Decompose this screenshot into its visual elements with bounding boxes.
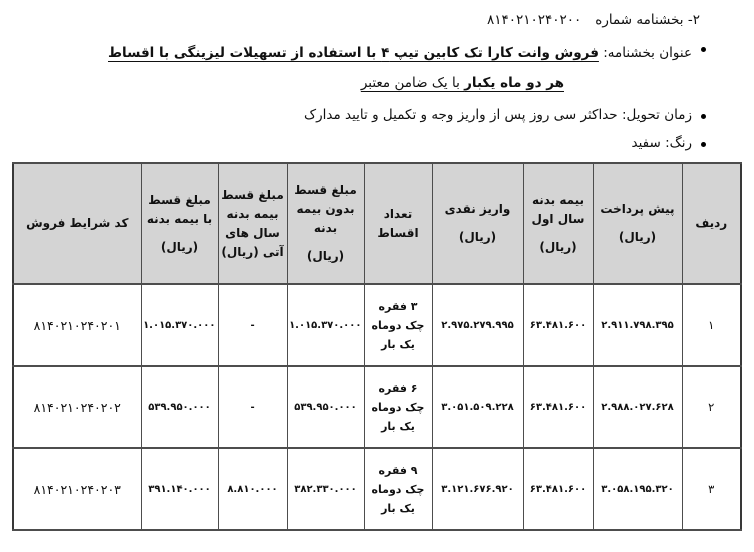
cash-deposit: ۳.۰۵۱.۵۰۹.۲۲۸ [432, 366, 523, 448]
down-payment: ۳.۰۵۸.۱۹۵.۳۲۰ [593, 448, 682, 530]
col-header-future-years-insurance-installment: مبلغ قسط بیمه بدنه سال های آتی (ریال) [218, 163, 287, 284]
bullet-icon [701, 142, 706, 147]
installments-count: ۹ فقره چک دوماه یک بار [364, 448, 432, 530]
bullet-icon [701, 114, 706, 119]
installment-without-insurance: ۳۸۲.۳۳۰.۰۰۰ [287, 448, 364, 530]
future-years-insurance-installment: - [218, 366, 287, 448]
col-header-cash-deposit: واریز نقدی (ریال) [432, 163, 523, 284]
row-number: ۲ [682, 366, 741, 448]
down-payment: ۲.۹۸۸.۰۲۷.۶۲۸ [593, 366, 682, 448]
col-header-installment-without-insurance: مبلغ قسط بدون بیمه بدنه (ریال) [287, 163, 364, 284]
delivery-time-text: زمان تحویل: حداکثر سی روز پس از واریز وجه و تکمیل و تایید مدارک [304, 107, 692, 123]
installments-count: ۳ فقره چک دوماه یک بار [364, 284, 432, 366]
sale-condition-code: ۸۱۴۰۲۱۰۲۴۰۲۰۳ [13, 448, 141, 530]
col-header-row-number: ردیف [682, 163, 741, 284]
bullet-list [0, 28, 754, 154]
pricing-table [12, 162, 742, 531]
circular-title [10, 38, 692, 98]
installment-with-insurance: ۱.۰۱۵.۳۷۰.۰۰۰ [141, 284, 218, 366]
bullet-icon [701, 47, 706, 52]
installment-without-insurance: ۱.۰۱۵.۳۷۰.۰۰۰ [287, 284, 364, 366]
future-years-insurance-installment: ۸.۸۱۰.۰۰۰ [218, 448, 287, 530]
row-number: ۱ [682, 284, 741, 366]
first-year-insurance: ۶۳.۴۸۱.۶۰۰ [523, 448, 593, 530]
sale-condition-code: ۸۱۴۰۲۱۰۲۴۰۲۰۲ [13, 366, 141, 448]
table-row [13, 284, 741, 366]
installment-without-insurance: ۵۳۹.۹۵۰.۰۰۰ [287, 366, 364, 448]
table-header-row [13, 163, 741, 284]
col-header-first-year-insurance: بیمه بدنه سال اول (ریال) [523, 163, 593, 284]
first-year-insurance: ۶۳.۴۸۱.۶۰۰ [523, 366, 593, 448]
vehicle-color-text: رنگ: سفید [631, 135, 692, 151]
bullet-item-color [10, 133, 706, 154]
cash-deposit: ۳.۱۲۱.۶۷۶.۹۲۰ [432, 448, 523, 530]
circular-title-line1 [10, 38, 692, 68]
circular-title-bold: فروش وانت کارا تک کابین تیپ ۴ با استفاده از تسهیلات لیزینگی با اقساط [108, 45, 599, 61]
circular-title-label: عنوان بخشنامه: [603, 45, 692, 61]
col-header-sale-condition-code: کد شرایط فروش [13, 163, 141, 284]
cash-deposit: ۲.۹۷۵.۲۷۹.۹۹۵ [432, 284, 523, 366]
circular-number-label: ۲- بخشنامه شماره [595, 12, 700, 28]
circular-number-value: ۸۱۴۰۲۱۰۲۴۰۲۰۰ [487, 12, 582, 28]
future-years-insurance-installment: - [218, 284, 287, 366]
installments-count: ۶ فقره چک دوماه یک بار [364, 366, 432, 448]
first-year-insurance: ۶۳.۴۸۱.۶۰۰ [523, 284, 593, 366]
bullet-item-delivery [10, 105, 706, 126]
circular-title-bold2: هر دو ماه یکبار [464, 75, 564, 91]
table-row [13, 448, 741, 530]
bullet-item-title [10, 38, 706, 98]
row-number: ۳ [682, 448, 741, 530]
col-header-installment-with-insurance: مبلغ قسط با بیمه بدنه (ریال) [141, 163, 218, 284]
circular-title-rest: با یک ضامن معتبر [360, 75, 465, 91]
circular-title-line2 [10, 68, 692, 98]
col-header-down-payment: پیش پرداخت (ریال) [593, 163, 682, 284]
installment-with-insurance: ۵۳۹.۹۵۰.۰۰۰ [141, 366, 218, 448]
installment-with-insurance: ۳۹۱.۱۴۰.۰۰۰ [141, 448, 218, 530]
circular-number-line [0, 0, 754, 28]
table-row [13, 366, 741, 448]
col-header-installments-count: تعداد اقساط [364, 163, 432, 284]
down-payment: ۲.۹۱۱.۷۹۸.۳۹۵ [593, 284, 682, 366]
sale-condition-code: ۸۱۴۰۲۱۰۲۴۰۲۰۱ [13, 284, 141, 366]
